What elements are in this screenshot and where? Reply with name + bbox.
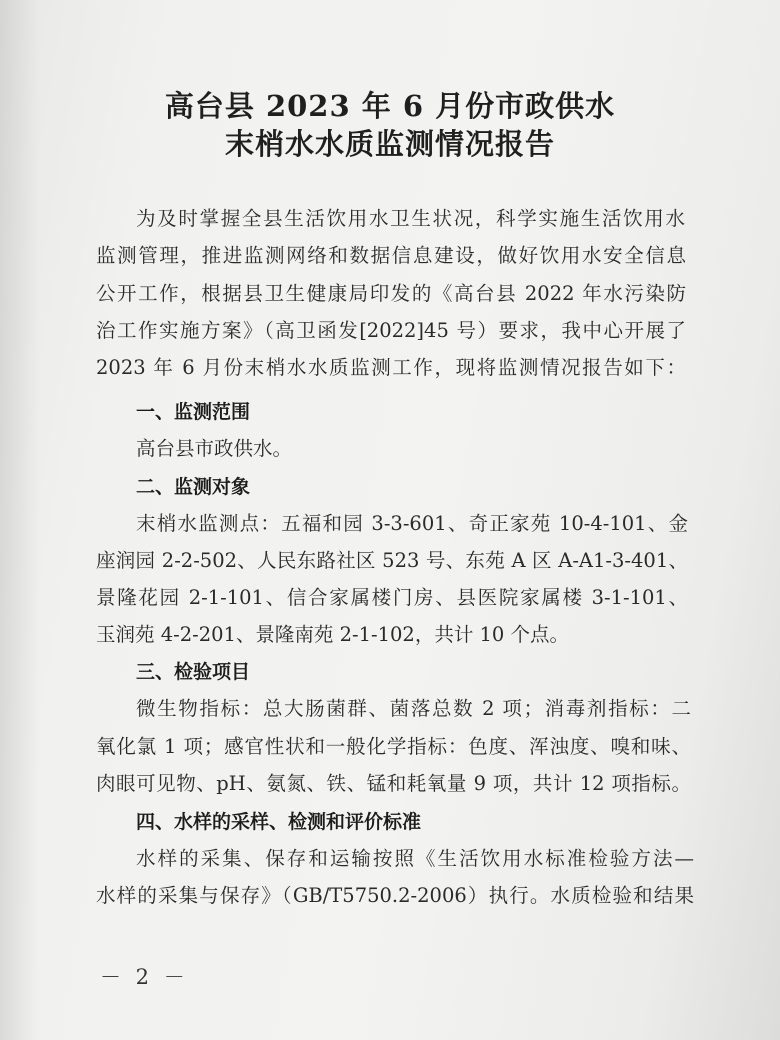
intro-line-5: 2023 年 6 月份末梢水水质监测工作，现将监测情况报告如下：: [96, 356, 686, 379]
page-number: － 2 －: [100, 965, 189, 989]
section-1-text: 高台县市政供水。: [136, 437, 293, 460]
report-title-line-2: 末梢水水质监测情况报告: [224, 127, 555, 161]
section-2-heading: 二、监测对象: [136, 476, 251, 498]
section-2-line-2: 座润园 2-2-502、人民东路社区 523 号、东苑 A 区 A-A1-3-401、: [96, 549, 688, 572]
section-2-line-3: 景隆花园 2-1-101、信合家属楼门房、县医院家属楼 3-1-101、: [96, 586, 688, 609]
report-title-line-1: 高台县 2023 年 6 月份市政供水: [164, 89, 616, 123]
intro-line-4: 治工作实施方案》（高卫函发[2022]45 号）要求，我中心开展了: [96, 319, 686, 342]
section-3-line-1: 微生物指标：总大肠菌群、菌落总数 2 项；消毒剂指标：二: [136, 697, 691, 720]
section-4-heading: 四、水样的采样、检测和评价标准: [136, 811, 422, 833]
section-3-line-3: 肉眼可见物、pH、氨氮、铁、锰和耗氧量 9 项，共计 12 项指标。: [96, 772, 691, 795]
section-1-heading: 一、监测范围: [136, 401, 251, 423]
section-4-line-1: 水样的采集、保存和运输按照《生活饮用水标准检验方法—: [136, 847, 694, 870]
intro-line-3: 公开工作，根据县卫生健康局印发的《高台县 2022 年水污染防: [96, 282, 686, 305]
section-3-line-2: 氧化氯 1 项；感官性状和一般化学指标：色度、浑浊度、嗅和味、: [96, 735, 691, 758]
section-4-line-2: 水样的采集与保存》（GB/T5750.2-2006）执行。水质检验和结果: [96, 884, 694, 907]
section-2-line-4: 玉润苑 4-2-201、景隆南苑 2-1-102，共计 10 个点。: [96, 623, 570, 646]
intro-line-1: 为及时掌握全县生活饮用水卫生状况，科学实施生活饮用水: [136, 207, 685, 230]
section-2-line-1: 末梢水监测点：五福和园 3-3-601、奇正家苑 10-4-101、金: [136, 512, 688, 535]
intro-line-2: 监测管理，推进监测网络和数据信息建设，做好饮用水安全信息: [96, 244, 686, 267]
section-3-heading: 三、检验项目: [136, 661, 251, 683]
